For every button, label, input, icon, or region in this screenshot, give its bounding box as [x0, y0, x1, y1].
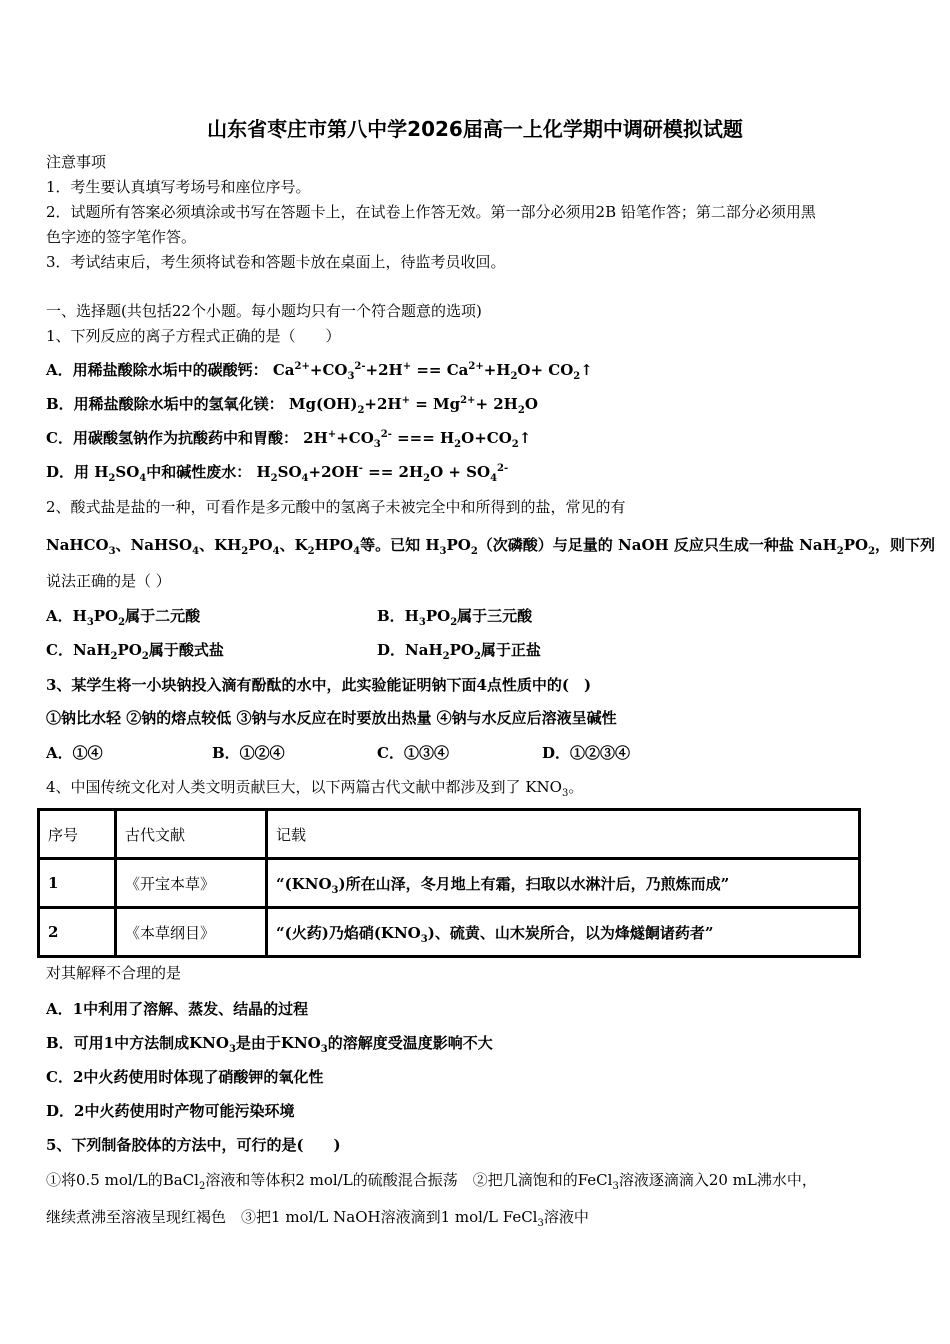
q2-option-b: B．$H_3PO_2$属于三元酸 [377, 607, 533, 628]
notice-heading: 注意事项 [46, 153, 107, 171]
q3-properties: ①钠比水轻 ②钠的熔点较低 ③钠与水反应在时要放出热量 ④钠与水反应后溶液呈碱性 [46, 709, 617, 727]
header-cell: 古代文献 [116, 810, 267, 859]
table-cell: “(火药)乃焰硝$(KNO_3)$、硫黄、山木炭所合，以为烽燧餇诸药者” [267, 908, 860, 957]
q2-stem: 2、酸式盐是盐的一种，可看作是多元酸中的氢离子未被完全中和所得到的盐，常见的有 [46, 498, 626, 516]
section-heading: 一、选择题(共包括22个小题。每小题均只有一个符合题意的选项) [46, 302, 482, 320]
q1-option-d: D．用 $H_2SO_4$中和碱性废水： $H_2SO_4+2OH^- == 2H_2O + SO_4^{2-}$ [46, 463, 509, 484]
notice-item-1: 1．考生要认真填写考场号和座位序号。 [46, 178, 311, 196]
q1-stem: 1、下列反应的离子方程式正确的是（ ） [46, 327, 341, 345]
table-cell: 2 [39, 908, 116, 957]
q2-stem-line2: NaHCO$_3$、NaHSO$_4$、$KH_2PO_4$、$K_2HPO_4$等。已知 $H_3PO_2$（次磷酸）与足量的 NaOH 反应只生成一种盐 $NaH_2PO_2$，则下列 [46, 536, 936, 557]
q5-item-line1: ①将0.5 mol/L的BaCl$_2$溶液和等体积2 mol/L的硫酸混合振荡 ②把几滴饱和的FeCl$_3$溶液逐滴滴入20 mL沸水中， [46, 1171, 817, 1192]
notice-item-2: 2．试题所有答案必须填涂或书写在答题卡上，在试卷上作答无效。第一部分必须用2B 铅笔作答；第二部分必须用黑 [46, 203, 816, 221]
q4-option-c: C．2中火药使用时体现了硝酸钾的氧化性 [46, 1068, 324, 1086]
table-cell: “$(KNO_3)$所在山泽，冬月地上有霜，扫取以水淋汁后，乃煎炼而成” [267, 859, 860, 908]
q4-option-a: A．1中利用了溶解、蒸发、结晶的过程 [46, 1000, 309, 1018]
table-row [39, 859, 860, 908]
q1-option-c: C．用碳酸氢钠作为抗酸药中和胃酸： $2H^++CO_3^{2-}$ === $H_2O+CO_2↑$ [46, 429, 532, 450]
q4-option-b: B．可用1中方法制成$KNO_3$是由于$KNO_3$的溶解度受温度影响不大 [46, 1034, 493, 1055]
literature-table [37, 808, 861, 958]
header-cell: 记载 [267, 810, 860, 859]
q3-option-a: A．①④ [46, 744, 103, 762]
table-cell: 《本草纲目》 [116, 908, 267, 957]
q3-option-c: C．①③④ [377, 744, 449, 762]
q2-option-d: D．$NaH_2PO_2$属于正盐 [377, 641, 541, 662]
q4-option-d: D．2中火药使用时产物可能污染环境 [46, 1102, 295, 1120]
table-row [39, 908, 860, 957]
q3-option-d: D．①②③④ [542, 744, 631, 762]
q2-option-c: C．$NaH_2PO_2$属于酸式盐 [46, 641, 224, 662]
q5-item-line2: 继续煮沸至溶液呈现红褐色 ③把1 mol/L NaOH溶液滴到1 mol/L FeCl$_3$溶液中 [46, 1208, 589, 1229]
header-cell: 序号 [39, 810, 116, 859]
q4-stem: 4、中国传统文化对人类文明贡献巨大，以下两篇古代文献中都涉及到了 $KNO_3$。 [46, 778, 584, 799]
q1-option-a: A．用稀盐酸除水垢中的碳酸钙： $Ca^{2+}+CO_3^{2-}+2H^+ == Ca^{2+}+H_2O+$ $CO_2↑$ [46, 361, 593, 382]
q3-option-b: B．①②④ [212, 744, 285, 762]
table-cell: 《开宝本草》 [116, 859, 267, 908]
q2-option-a: A．$H_3PO_2$属于二元酸 [46, 607, 201, 628]
q5-stem: 5、下列制备胶体的方法中，可行的是( ) [46, 1136, 341, 1154]
q4-after-table: 对其解释不合理的是 [46, 964, 182, 982]
notice-item-2-cont: 色字迹的签字笔作答。 [46, 228, 197, 246]
page-title: 山东省枣庄市第八中学2026届高一上化学期中调研模拟试题 [207, 117, 743, 141]
table-cell: 1 [39, 859, 116, 908]
q3-stem: 3、某学生将一小块钠投入滴有酚酞的水中，此实验能证明钠下面4点性质中的( ) [46, 676, 592, 694]
notice-item-3: 3．考试结束后，考生须将试卷和答题卡放在桌面上，待监考员收回。 [46, 253, 506, 271]
q2-stem-line3: 说法正确的是（ ） [46, 572, 171, 590]
q1-option-b: B．用稀盐酸除水垢中的氢氧化镁： $Mg(OH)_2+2H^+ = Mg^{2+}+ 2H_2O$ [46, 395, 538, 416]
table-header-row [39, 810, 860, 859]
